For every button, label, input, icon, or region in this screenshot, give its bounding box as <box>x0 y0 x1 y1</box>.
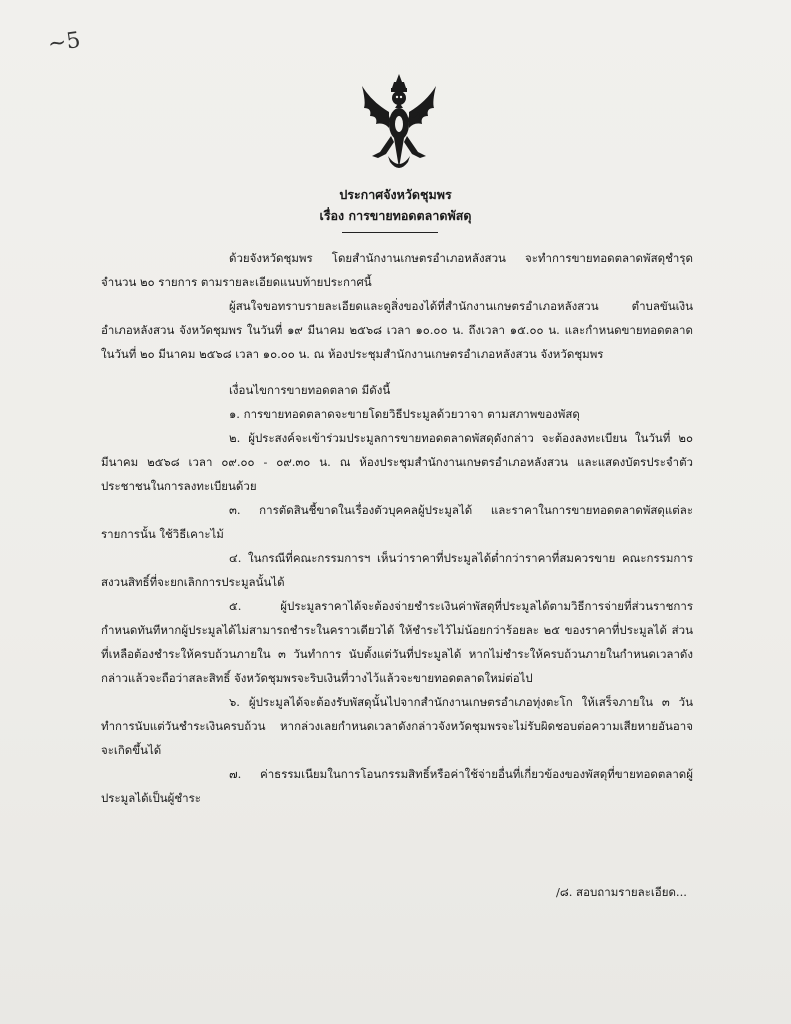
announcement-title: ประกาศจังหวัดชุมพร <box>339 187 452 202</box>
handwritten-mark: ~5 <box>46 27 83 58</box>
condition-2: ๒. ผู้ประสงค์จะเข้าร่วมประมูลการขายทอดตลาดพัสดุดังกล่าว จะต้องลงทะเบียน ในวันที่ ๒๐ มีนาคม ๒๕๖๘ เวลา ๐๙.๐๐ - ๐๙.๓๐ น. ณ ห้องประชุมสำนักงานเกษตรอำเภอหลังสวน และแสดงบัตรประจำตัวประชาชนในการลงทะเบียนด้วย <box>101 431 693 493</box>
condition-1: ๑. การขายทอดตลาดจะขายโดยวิธีประมูลด้วยวาจา ตามสภาพของพัสดุ <box>229 407 580 421</box>
continuation-note: /๘. สอบถามรายละเอียด... <box>556 885 687 899</box>
condition-4: ๔. ในกรณีที่คณะกรรมการฯ เห็นว่าราคาที่ประมูลได้ต่ำกว่าราคาที่สมควรขาย คณะกรรมการสงวนสิทธิ์ที่จะยกเลิกการประมูลนั้นได้ <box>101 551 693 589</box>
announcement-subject: เรื่อง การขายทอดตลาดพัสดุ <box>319 208 472 223</box>
garuda-emblem-icon <box>358 72 440 174</box>
condition-5: ๕. ผู้ประมูลราคาได้จะต้องจ่ายชำระเงินค่าพัสดุที่ประมูลได้ตามวิธีการจ่ายที่ส่วนราชการกำหนดทันทีหากผู้ประมูลได้ไม่สามารถชำระในคราวเดียวได้ ให้ชำระไว้ไม่น้อยกว่าร้อยละ ๒๕ ของราคาที่ประมูลได้ ส่วนที่เหลือต้องชำระให้ครบถ้วนภายใน ๓ วันทำการ นับตั้งแต่วันที่ประมูลได้ หากไม่ชำระให้ครบถ้วนภายในกำหนดเวลาดังกล่าวแล้วจะถือว่าสละสิทธิ์ จังหวัดชุมพรจะริบเงินที่วางไว้แล้วจะขายทอดตลาดใหม่ต่อไป <box>101 599 693 685</box>
announcement-body <box>101 246 693 810</box>
intro-paragraph: ด้วยจังหวัดชุมพร โดยสำนักงานเกษตรอำเภอหลังสวน จะทำการขายทอดตลาดพัสดุชำรุด จำนวน ๒๐ รายการ ตามรายละเอียดแนบท้ายประกาศนี้ <box>101 251 693 289</box>
title-divider <box>342 232 438 233</box>
condition-7: ๗. ค่าธรรมเนียมในการโอนกรรมสิทธิ์หรือค่าใช้จ่ายอื่นที่เกี่ยวข้องของพัสดุที่ขายทอดตลาดผู้ประมูลได้เป็นผู้ชำระ <box>101 767 693 805</box>
inspection-paragraph: ผู้สนใจขอทราบรายละเอียดและดูสิ่งของได้ที่สำนักงานเกษตรอำเภอหลังสวน ตำบลขันเงิน อำเภอหลังสวน จังหวัดชุมพร ในวันที่ ๑๙ มีนาคม ๒๕๖๘ เวลา ๑๐.๐๐ น. ถึงเวลา ๑๕.๐๐ น. และกำหนดขายทอดตลาด ในวันที่ ๒๐ มีนาคม ๒๕๖๘ เวลา ๑๐.๐๐ น. ณ ห้องประชุมสำนักงานเกษตรอำเภอหลังสวน จังหวัดชุมพร <box>101 299 693 361</box>
condition-3: ๓. การตัดสินชี้ขาดในเรื่องตัวบุคคลผู้ประมูลได้ และราคาในการขายทอดตลาดพัสดุแต่ละรายการนั้น ใช้วิธีเคาะไม้ <box>101 503 693 541</box>
condition-6: ๖. ผู้ประมูลได้จะต้องรับพัสดุนั้นไปจากสำนักงานเกษตรอำเภอทุ่งตะโก ให้เสร็จภายใน ๓ วันทำการนับแต่วันชำระเงินครบถ้วน หากล่วงเลยกำหนดเวลาดังกล่าวจังหวัดชุมพรจะไม่รับผิดชอบต่อความเสียหายอันอาจจะเกิดขึ้นได้ <box>101 695 693 757</box>
conditions-heading: เงื่อนไขการขายทอดตลาด มีดังนี้ <box>229 383 391 397</box>
